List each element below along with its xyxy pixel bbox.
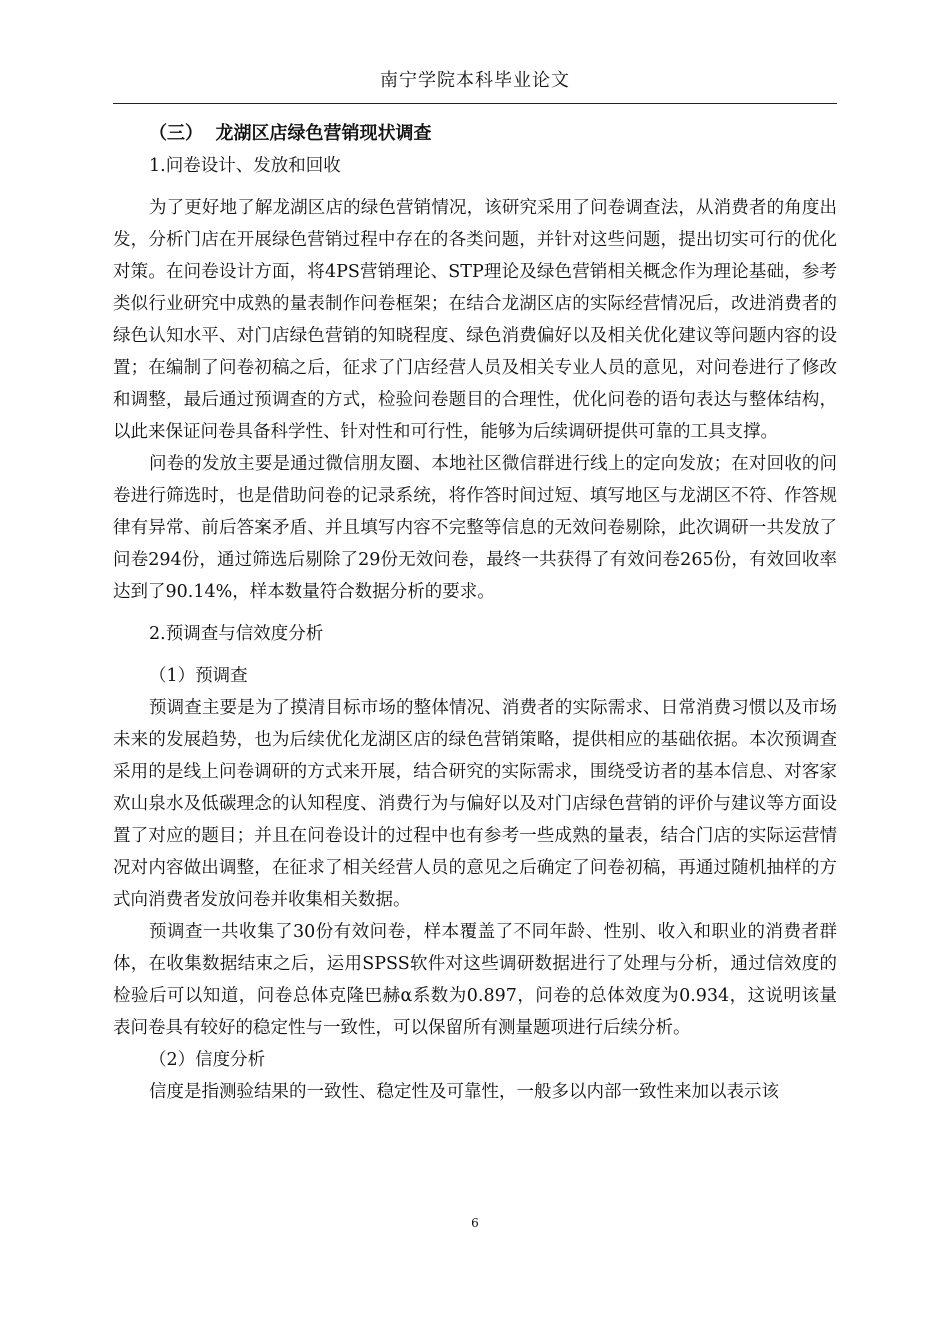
page-number: 6	[471, 1216, 479, 1230]
subsection-heading-2: 2.预调查与信效度分析	[149, 624, 324, 644]
running-header: 南宁学院本科毕业论文	[380, 70, 570, 91]
paragraph: 问卷的发放主要是通过微信朋友圈、本地社区微信群进行线上的定向发放；在对回收的问卷进行筛选时，也是借助问卷的记录系统，将作答时间过短、填写地区与龙湖区不符、作答规律有异常、前后答案矛盾、并且填写内容不完整等信息的无效问卷剔除，此次调研一共发放了问卷294份，通过筛选后剔除了29份无效问卷，最终一共获得了有效问卷265份，有效回收率达到了90.14%，样本数量符合数据分析的要求。	[113, 454, 837, 602]
paragraph: 预调查一共收集了30份有效问卷，样本覆盖了不同年龄、性别、收入和职业的消费者群体，在收集数据结束之后，运用SPSS软件对这些调研数据进行了处理与分析，通过信效度的检验后可以知道，问卷总体克隆巴赫α系数为0.897，问卷的总体效度为0.934，这说明该量表问卷具有较好的稳定性与一致性，可以保留所有测量题项进行后续分析。	[113, 922, 837, 1038]
paragraph: 预调查主要是为了摸清目标市场的整体情况、消费者的实际需求、日常消费习惯以及市场未来的发展趋势，也为后续优化龙湖区店的绿色营销策略，提供相应的基础依据。本次预调查采用的是线上问卷调研的方式来开展，结合研究的实际需求，围绕受访者的基本信息、对客家欢山泉水及低碳理念的认知程度、消费行为与偏好以及对门店绿色营销的评价与建议等方面设置了对应的题目；并且在问卷设计的过程中也有参考一些成熟的量表，结合门店的实际运营情况对内容做出调整，在征求了相关经营人员的意见之后确定了问卷初稿，再通过随机抽样的方式向消费者发放问卷并收集相关数据。	[113, 698, 837, 910]
section-heading: （三） 龙湖区店绿色营销现状调查	[149, 123, 432, 144]
subsubsection-heading-pre-survey: （1）预调查	[149, 666, 248, 686]
page-body	[113, 118, 837, 1108]
paragraph: 为了更好地了解龙湖区店的绿色营销情况，该研究采用了问卷调查法，从消费者的角度出发，分析门店在开展绿色营销过程中存在的各类问题，并针对这些问题，提出切实可行的优化对策。在问卷设计方面，将4PS营销理论、STP理论及绿色营销相关概念作为理论基础，参考类似行业研究中成熟的量表制作问卷框架；在结合龙湖区店的实际经营情况后，改进消费者的绿色认知水平、对门店绿色营销的知晓程度、绿色消费偏好以及相关优化建议等问题内容的设置；在编制了问卷初稿之后，征求了门店经营人员及相关专业人员的意见，对问卷进行了修改和调整，最后通过预调查的方式，检验问卷题目的合理性，优化问卷的语句表达与整体结构，以此来保证问卷具备科学性、针对性和可行性，能够为后续调研提供可靠的工具支撑。	[113, 198, 837, 442]
paragraph: 信度是指测验结果的一致性、稳定性及可靠性，一般多以内部一致性来加以表示该	[149, 1082, 779, 1102]
header-divider	[113, 103, 837, 104]
subsection-heading-1: 1.问卷设计、发放和回收	[149, 156, 341, 176]
subsubsection-heading-reliability: （2）信度分析	[149, 1050, 266, 1070]
